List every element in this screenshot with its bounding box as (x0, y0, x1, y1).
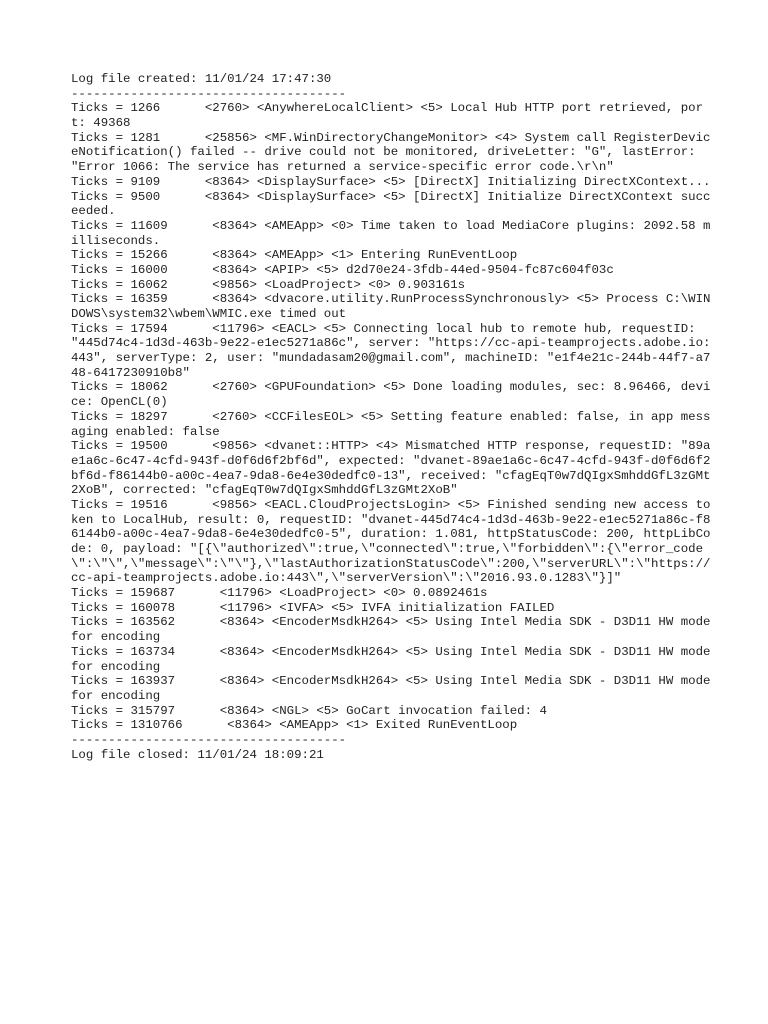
log-entry: Ticks = 17594 <11796> <EACL> <5> Connecting local hub to remote hub, requestID: "445d74c4-1d3d-463b-9e22-e1ec5271a86c", server: "https://cc-api-teamprojects.adobe.io:443", serverType: 2, user: "mundadasam20@gmail.com", machineID: "e1f4e21c-244b-44f7-a748-6417230910b8" (71, 321, 711, 380)
log-footer: Log file closed: 11/01/24 18:09:21 (71, 747, 324, 762)
log-header: Log file created: 11/01/24 17:47:30 (71, 72, 332, 86)
log-entry: Ticks = 1310766 <8364> <AMEApp> <1> Exited RunEventLoop (71, 718, 518, 733)
log-entry: Ticks = 16000 <8364> <APIP> <5> d2d70e24-3fdb-44ed-9504-fc87c604f03c (71, 262, 614, 277)
log-entry: Ticks = 163562 <8364> <EncoderMsdkH264> <5> Using Intel Media SDK - D3D11 HW mode for encoding (71, 615, 718, 645)
log-entry: Ticks = 9109 <8364> <DisplaySurface> <5> [DirectX] Initializing DirectXContext... (71, 174, 711, 189)
log-entry: Ticks = 163734 <8364> <EncoderMsdkH264> <5> Using Intel Media SDK - D3D11 HW mode for encoding (71, 644, 718, 674)
log-entry: Ticks = 18062 <2760> <GPUFoundation> <5> Done loading modules, sec: 8.96466, device: OpenCL(0) (71, 380, 711, 410)
log-entry: Ticks = 19500 <9856> <dvanet::HTTP> <4> Mismatched HTTP response, requestID: "89ae1a6c-6c47-4cfd-943f-d0f6d6f2bf6d", expected: "dvanet-89ae1a6c-6c47-4cfd-943f-d0f6d6f2bf6d-f86144b0-a00c-4ea7-9da8-6e4e30dedfc0-13", received: "cfagEqT0w7dQIgxSmhddGfL3zGMt2XoB", corrected: "cfagEqT0w7dQIgxSmhddGfL3zGMt2XoB" (71, 439, 711, 498)
log-entry: Ticks = 163937 <8364> <EncoderMsdkH264> <5> Using Intel Media SDK - D3D11 HW mode for encoding (71, 674, 718, 703)
separator-top: ------------------------------------- (71, 86, 347, 101)
log-entry: Ticks = 1266 <2760> <AnywhereLocalClient> <5> Local Hub HTTP port retrieved, port: 49368 (71, 101, 704, 131)
log-entry: Ticks = 1281 <25856> <MF.WinDirectoryChangeMonitor> <4> System call RegisterDeviceNotification() failed -- drive could not be monitored, driveLetter: "G", lastError: "Error 1066: The service has returned a service-specific error code.\r\n" (71, 130, 711, 175)
log-entry: Ticks = 159687 <11796> <LoadProject> <0> 0.0892461s (71, 586, 488, 601)
log-entry: Ticks = 315797 <8364> <NGL> <5> GoCart invocation failed: 4 (71, 703, 547, 718)
log-entry: Ticks = 9500 <8364> <DisplaySurface> <5> [DirectX] Initialize DirectXContext succeeded. (71, 189, 711, 219)
log-entry: Ticks = 16062 <9856> <LoadProject> <0> 0.903161s (71, 277, 466, 292)
log-document (71, 72, 718, 762)
log-entry: Ticks = 18297 <2760> <CCFilesEOL> <5> Setting feature enabled: false, in app messaging enabled: false (71, 409, 711, 439)
separator-bottom: ------------------------------------- (71, 732, 347, 747)
log-entry: Ticks = 11609 <8364> <AMEApp> <0> Time taken to load MediaCore plugins: 2092.58 milliseconds. (71, 218, 711, 248)
log-entries (71, 101, 718, 733)
log-entry: Ticks = 19516 <9856> <EACL.CloudProjectsLogin> <5> Finished sending new access token to LocalHub, result: 0, requestID: "dvanet-445d74c4-1d3d-463b-9e22-e1ec5271a86c-f86144b0-a00c-4ea7-9da8-6e4e30dedfc0-5", duration: 1.081, httpStatusCode: 200, httpLibCode: 0, payload: "[{\"authorized\":true,\"connected\":true,\"forbidden\":{\"error_code\":\"\",\"message\":\"\"},\"lastAuthorizationStatusCode\":200,\"serverURL\":\"https://cc-api-teamprojects.adobe.io:443\",\"serverVersion\":\"2016.93.0.1283\"}]" (71, 497, 711, 586)
log-entry: Ticks = 160078 <11796> <IVFA> <5> IVFA initialization FAILED (71, 600, 555, 615)
log-entry: Ticks = 15266 <8364> <AMEApp> <1> Entering RunEventLoop (71, 248, 518, 263)
log-entry: Ticks = 16359 <8364> <dvacore.utility.RunProcessSynchronously> <5> Process C:\WINDOWS\system32\wbem\WMIC.exe timed out (71, 292, 711, 321)
